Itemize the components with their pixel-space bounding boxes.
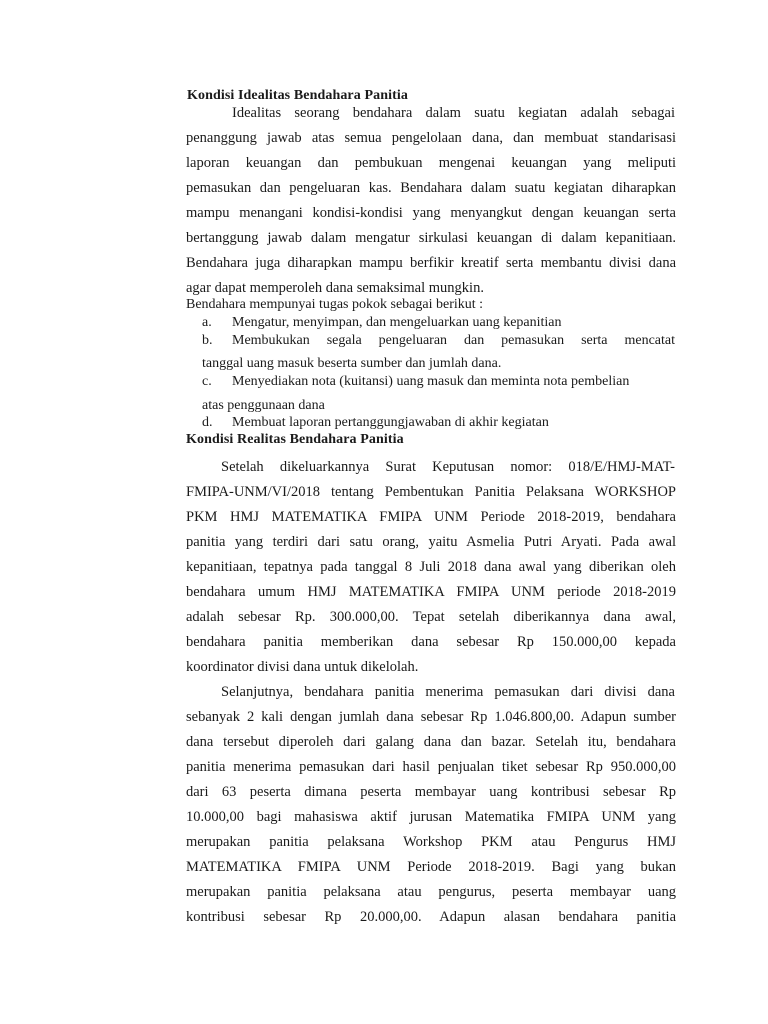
paragraph-line: adalah sebesar Rp. 300.000,00. Tepat setelah diberikannya dana awal, — [186, 609, 676, 625]
paragraph-line: Idealitas seorang bendahara dalam suatu kegiatan adalah sebagai — [232, 105, 675, 121]
paragraph-line: panitia yang terdiri dari satu orang, yaitu Asmelia Putri Aryati. Pada awal — [186, 534, 676, 550]
paragraph-line: pemasukan dan pengeluaran kas. Bendahara dalam suatu kegiatan diharapkan — [186, 180, 676, 196]
paragraph-line: Bendahara juga diharapkan mampu berfikir kreatif serta membantu divisi dana — [186, 255, 676, 271]
list-item-label: b. — [202, 333, 213, 348]
paragraph-line: Setelah dikeluarkannya Surat Keputusan nomor: 018/E/HMJ-MAT- — [221, 459, 675, 475]
paragraph-line: PKM HMJ MATEMATIKA FMIPA UNM Periode 2018-2019, bendahara — [186, 509, 676, 525]
paragraph-line: koordinator divisi dana untuk dikelolah. — [186, 659, 419, 675]
paragraph-line: MATEMATIKA FMIPA UNM Periode 2018-2019. Bagi yang bukan — [186, 859, 676, 875]
section-heading-idealitas: Kondisi Idealitas Bendahara Panitia — [187, 88, 408, 103]
list-item-label: c. — [202, 374, 212, 389]
paragraph-line: merupakan panitia pelaksana atau pengurus, peserta membayar uang — [186, 884, 676, 900]
paragraph-line: penanggung jawab atas semua pengelolaan dana, dan membuat standarisasi — [186, 130, 676, 146]
list-intro: Bendahara mempunyai tugas pokok sebagai berikut : — [186, 297, 484, 312]
paragraph-line: Selanjutnya, bendahara panitia menerima pemasukan dari divisi dana — [221, 684, 675, 700]
paragraph-line: panitia menerima pemasukan dari hasil penjualan tiket sebesar Rp 950.000,00 — [186, 759, 676, 775]
list-item-text: Mengatur, menyimpan, dan mengeluarkan uang kepanitian — [232, 315, 562, 330]
paragraph-line: FMIPA-UNM/VI/2018 tentang Pembentukan Panitia Pelaksana WORKSHOP — [186, 484, 676, 500]
paragraph-line: dari 63 peserta dimana peserta membayar uang kontribusi sebesar Rp — [186, 784, 676, 800]
list-item-text: Membukukan segala pengeluaran dan pemasukan serta mencatat — [232, 333, 675, 348]
paragraph-line: bendahara umum HMJ MATEMATIKA FMIPA UNM periode 2018-2019 — [186, 584, 676, 600]
list-item-label: a. — [202, 315, 212, 330]
paragraph-line: dana tersebut diperoleh dari galang dana dan bazar. Setelah itu, bendahara — [186, 734, 676, 750]
paragraph-line: bendahara panitia memberikan dana sebesar Rp 150.000,00 kepada — [186, 634, 676, 650]
paragraph-line: bertanggung jawab dalam mengatur sirkulasi keuangan di dalam kepanitiaan. — [186, 230, 676, 246]
section-heading-realitas: Kondisi Realitas Bendahara Panitia — [186, 432, 404, 447]
paragraph-line: kepanitiaan, tepatnya pada tanggal 8 Juli 2018 dana awal yang diberikan oleh — [186, 559, 676, 575]
list-item-continuation: atas penggunaan dana — [202, 398, 325, 413]
paragraph-line: 10.000,00 bagi mahasiswa aktif jurusan Matematika FMIPA UNM yang — [186, 809, 676, 825]
paragraph-line: merupakan panitia pelaksana Workshop PKM atau Pengurus HMJ — [186, 834, 676, 850]
paragraph-line: sebanyak 2 kali dengan jumlah dana sebesar Rp 1.046.800,00. Adapun sumber — [186, 709, 676, 725]
list-item-label: d. — [202, 415, 213, 430]
list-item-text: Membuat laporan pertanggungjawaban di akhir kegiatan — [232, 415, 549, 430]
list-item-text: Menyediakan nota (kuitansi) uang masuk dan meminta nota pembelian — [232, 374, 630, 389]
paragraph-line: mampu menangani kondisi-kondisi yang menyangkut dengan keuangan serta — [186, 205, 676, 221]
paragraph-line: kontribusi sebesar Rp 20.000,00. Adapun alasan bendahara panitia — [186, 909, 676, 925]
paragraph-line: laporan keuangan dan pembukuan mengenai keuangan yang meliputi — [186, 155, 676, 171]
list-item-continuation: tanggal uang masuk beserta sumber dan jumlah dana. — [202, 356, 502, 371]
paragraph-line: agar dapat memperoleh dana semaksimal mungkin. — [186, 280, 484, 296]
